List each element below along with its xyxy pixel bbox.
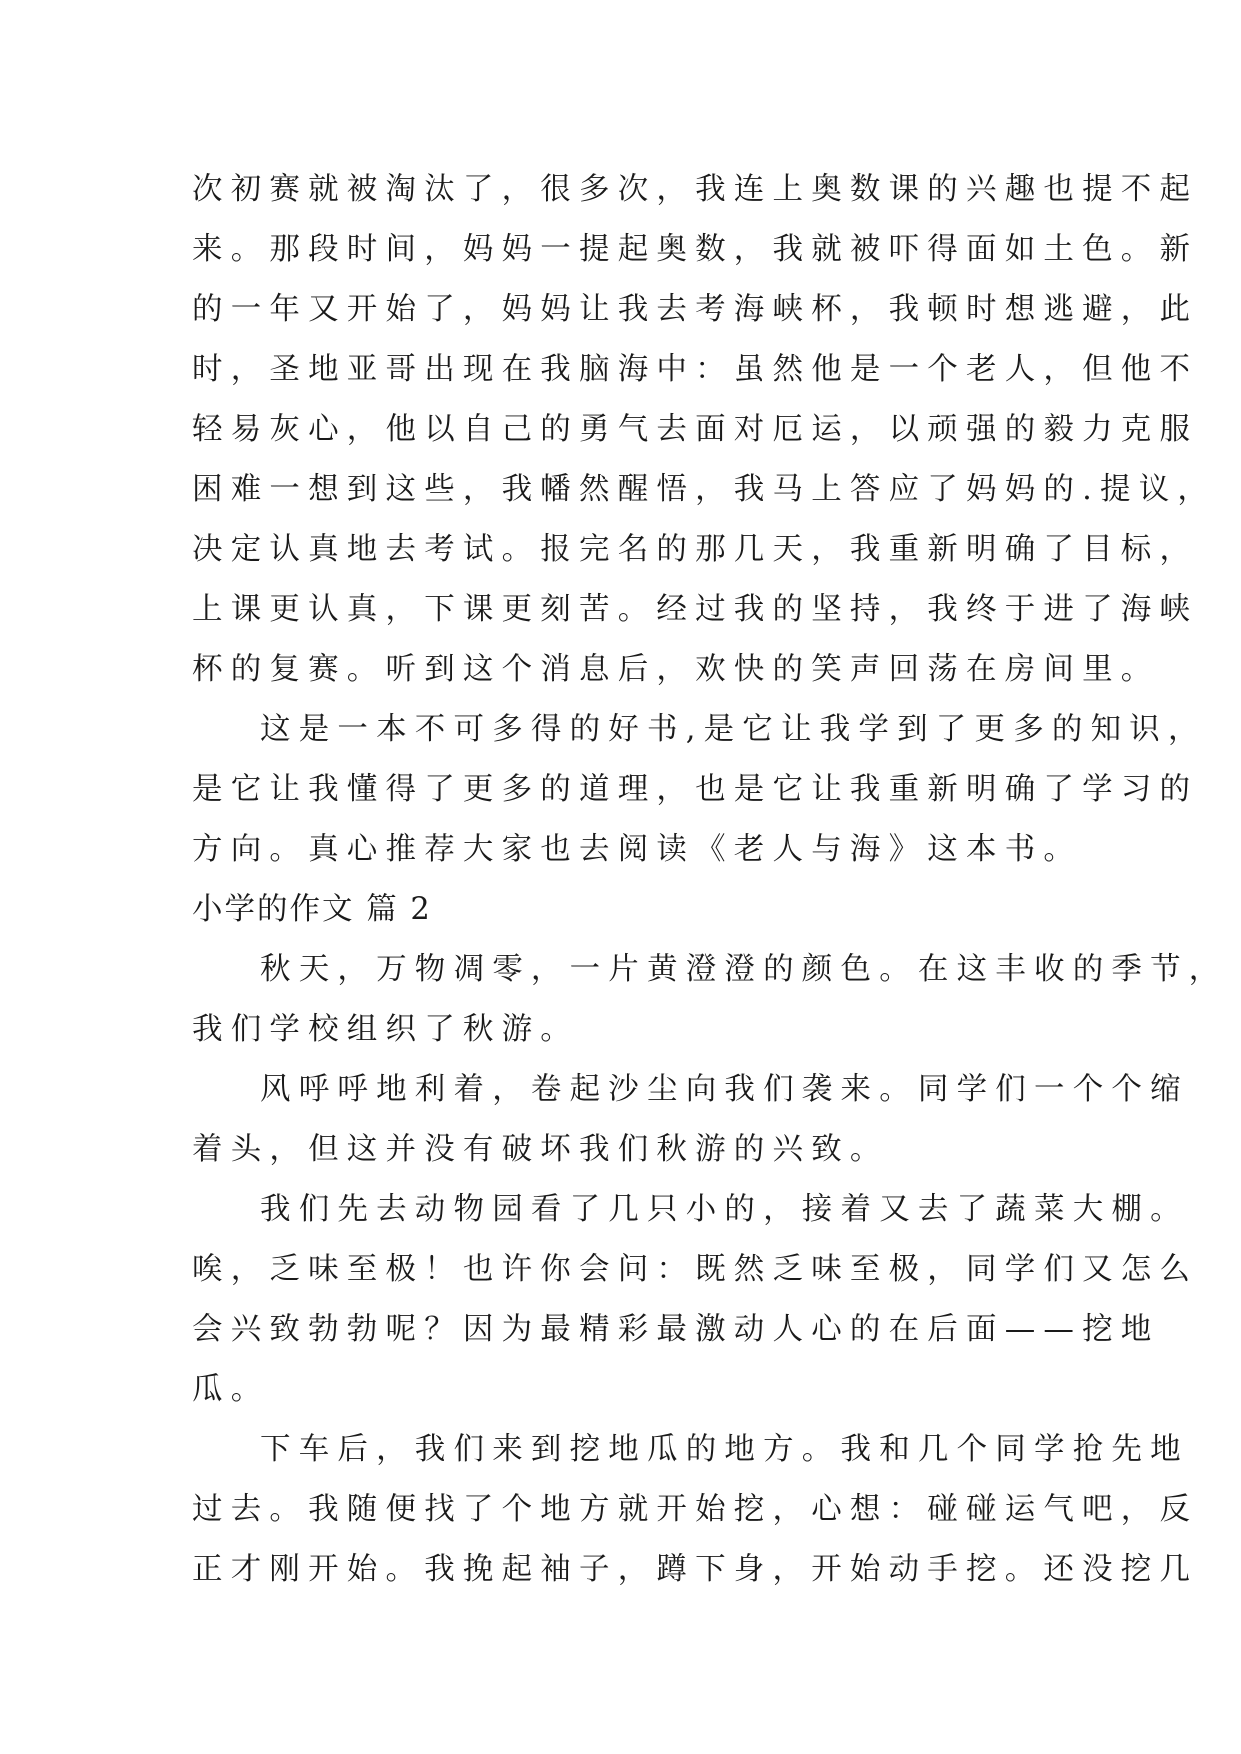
text-line: 这是一本不可多得的好书,是它让我学到了更多的知识， (260, 712, 1207, 747)
text-line: 瓜。 (192, 1372, 270, 1407)
text-line: 轻易灰心，他以自己的勇气去面对厄运，以顽强的毅力克服 (192, 412, 1199, 447)
paragraph-1 (192, 160, 1217, 700)
text-line: 决定认真地去考试。报完名的那几天，我重新明确了目标， (192, 532, 1199, 567)
text-line: 风呼呼地利着，卷起沙尘向我们袭来。同学们一个个缩 (260, 1072, 1189, 1107)
text-line: 来。那段时间，妈妈一提起奥数，我就被吓得面如土色。新 (192, 232, 1199, 267)
paragraph-5 (192, 1180, 1199, 1420)
text-line: 的一年又开始了，妈妈让我去考海峡杯，我顿时想逃避，此 (192, 292, 1199, 327)
text-line: 唉，乏味至极！也许你会问：既然乏味至极，同学们又怎么 (192, 1252, 1199, 1287)
document-body (192, 160, 1228, 1600)
paragraph-3 (192, 940, 1228, 1060)
text-line: 次初赛就被淘汰了，很多次，我连上奥数课的兴趣也提不起 (192, 172, 1199, 207)
text-line: 杯的复赛。听到这个消息后，欢快的笑声回荡在房间里。 (192, 652, 1160, 687)
text-line: 上课更认真，下课更刻苦。经过我的坚持，我终于进了海峡 (192, 592, 1199, 627)
paragraph-2 (192, 700, 1207, 880)
paragraph-4 (192, 1060, 1189, 1180)
text-line: 下车后，我们来到挖地瓜的地方。我和几个同学抢先地 (260, 1432, 1189, 1467)
text-line: 困难一想到这些，我幡然醒悟，我马上答应了妈妈的.提议， (192, 472, 1217, 507)
text-line: 方向。真心推荐大家也去阅读《老人与海》这本书。 (192, 832, 1083, 867)
text-line: 着头，但这并没有破坏我们秋游的兴致。 (192, 1132, 889, 1167)
text-line: 我们学校组织了秋游。 (192, 1012, 579, 1047)
text-line: 时，圣地亚哥出现在我脑海中：虽然他是一个老人，但他不 (192, 352, 1199, 387)
text-line: 秋天，万物凋零，一片黄澄澄的颜色。在这丰收的季节， (260, 952, 1228, 987)
text-line: 我们先去动物园看了几只小的，接着又去了蔬菜大棚。 (260, 1192, 1189, 1227)
text-line: 会兴致勃勃呢？因为最精彩最激动人心的在后面——挖地 (192, 1312, 1160, 1347)
section-heading: 小学的作文 篇 2 (192, 892, 432, 927)
paragraph-6 (192, 1420, 1199, 1600)
text-line: 过去。我随便找了个地方就开始挖，心想：碰碰运气吧，反 (192, 1492, 1199, 1527)
text-line: 是它让我懂得了更多的道理，也是它让我重新明确了学习的 (192, 772, 1199, 807)
text-line: 正才刚开始。我挽起袖子，蹲下身，开始动手挖。还没挖几 (192, 1552, 1199, 1587)
